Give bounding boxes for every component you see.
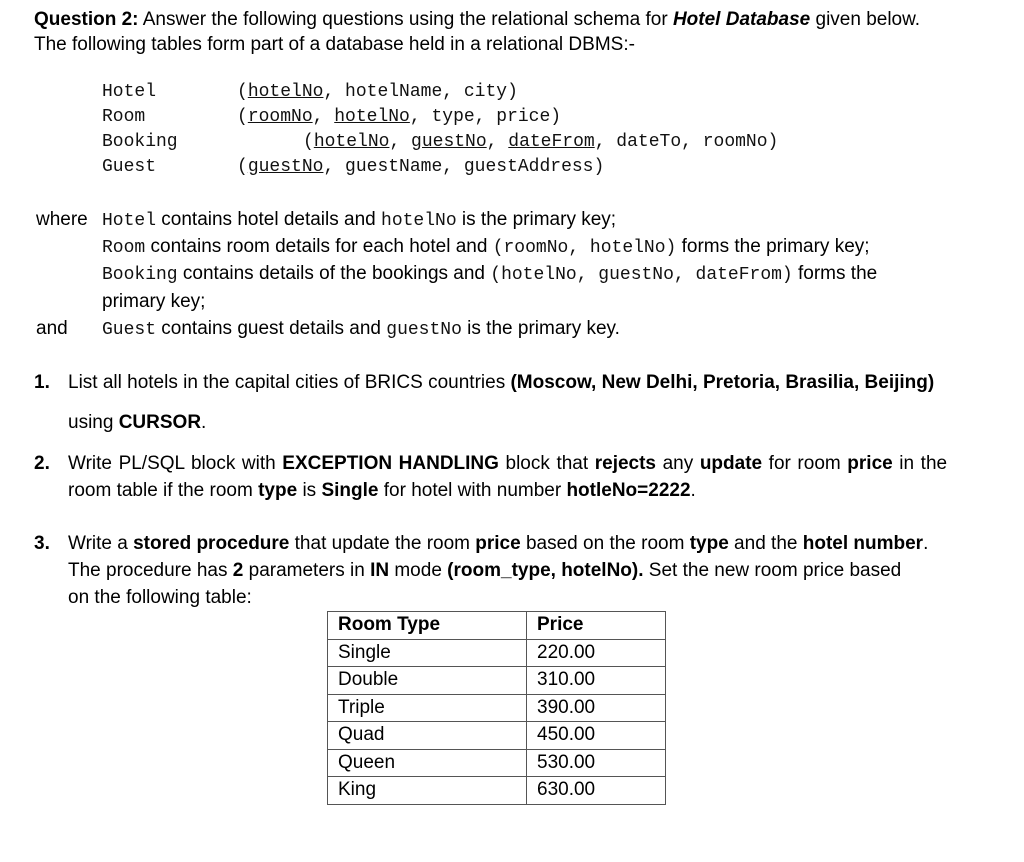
where-word: where [36, 209, 88, 230]
question-heading [34, 6, 920, 33]
q2-line-1: Write PL/SQL block with EXCEPTION HANDLING block that rejects any update for room price in the [68, 453, 948, 474]
table-row [328, 777, 666, 805]
and-word: and [36, 318, 68, 339]
table-header-row [328, 612, 666, 640]
where-line-booking-cont: primary key; [102, 291, 206, 312]
pk-room-hotelNo: hotelNo [334, 107, 410, 127]
schema-hotel-attrs: (hotelNo, hotelName, city) [237, 82, 518, 102]
heading-line-2: The following tables form part of a database held in a relational DBMS:- [34, 34, 635, 55]
q3-number: 3. [34, 533, 50, 554]
table-row [328, 667, 666, 695]
heading-text: Answer the following questions using the relational schema for [138, 9, 673, 30]
schema-booking-attrs: (hotelNo, guestNo, dateFrom, dateTo, roomNo) [303, 132, 779, 152]
schema-name-room: Room [102, 107, 146, 127]
room-type-cell: Single [328, 639, 527, 667]
pk-roomNo: roomNo [247, 107, 313, 127]
schema-name-booking: Booking [102, 132, 178, 152]
pk-dateFrom: dateFrom [508, 132, 595, 152]
price-cell: 220.00 [527, 639, 666, 667]
where-line-guest: Guest contains guest details and guestNo is the primary key. [102, 318, 620, 340]
pk-booking-hotelNo: hotelNo [313, 132, 390, 152]
q1-line-2: using CURSOR. [68, 412, 207, 433]
room-type-cell: Quad [328, 722, 527, 750]
database-name: Hotel Database [672, 9, 811, 30]
q2-number: 2. [34, 453, 50, 474]
where-line-booking: Booking contains details of the bookings and (hotelNo, guestNo, dateFrom) forms the [102, 263, 878, 285]
heading-label: Question 2: [34, 9, 139, 30]
pk-hotelNo: hotelNo [247, 82, 324, 102]
room-type-cell: Queen [328, 749, 527, 777]
q3-line-2: The procedure has 2 parameters in IN mode (room_type, hotelNo). Set the new room price based [68, 560, 902, 581]
room-type-cell: King [328, 777, 527, 805]
q2-line-2: room table if the room type is Single for hotel with number hotleNo=2222. [68, 480, 696, 501]
header-price: Price [527, 612, 666, 640]
q1-number: 1. [34, 372, 50, 393]
room-type-cell: Triple [328, 694, 527, 722]
price-cell: 310.00 [527, 667, 666, 695]
price-cell: 450.00 [527, 722, 666, 750]
where-line-hotel: Hotel contains hotel details and hotelNo is the primary key; [102, 209, 617, 231]
price-cell: 390.00 [527, 694, 666, 722]
room-type-cell: Double [328, 667, 527, 695]
price-cell: 630.00 [527, 777, 666, 805]
q1-line-1: List all hotels in the capital cities of BRICS countries (Moscow, New Delhi, Pretoria, Brasilia, Beijing) [68, 372, 935, 393]
price-cell: 530.00 [527, 749, 666, 777]
where-line-room: Room contains room details for each hotel and (roomNo, hotelNo) forms the primary key; [102, 236, 870, 258]
header-room-type: Room Type [328, 612, 527, 640]
pk-booking-guestNo: guestNo [411, 132, 487, 152]
heading-text-end: given below. [810, 9, 921, 30]
schema-name-hotel: Hotel [102, 82, 157, 102]
table-row [328, 694, 666, 722]
table-row [328, 749, 666, 777]
room-price-table [327, 611, 666, 805]
schema-room-attrs: (roomNo, hotelNo, type, price) [237, 107, 562, 127]
q3-line-1: Write a stored procedure that update the room price based on the room type and the hotel number. [68, 533, 929, 554]
table-row [328, 722, 666, 750]
schema-guest-attrs: (guestNo, guestName, guestAddress) [237, 157, 605, 177]
q3-line-3: on the following table: [68, 587, 252, 608]
table-row [328, 639, 666, 667]
brics-cities: (Moscow, New Delhi, Pretoria, Brasilia, Beijing) [510, 372, 935, 393]
pk-guestNo: guestNo [247, 157, 324, 177]
schema-name-guest: Guest [102, 157, 157, 177]
